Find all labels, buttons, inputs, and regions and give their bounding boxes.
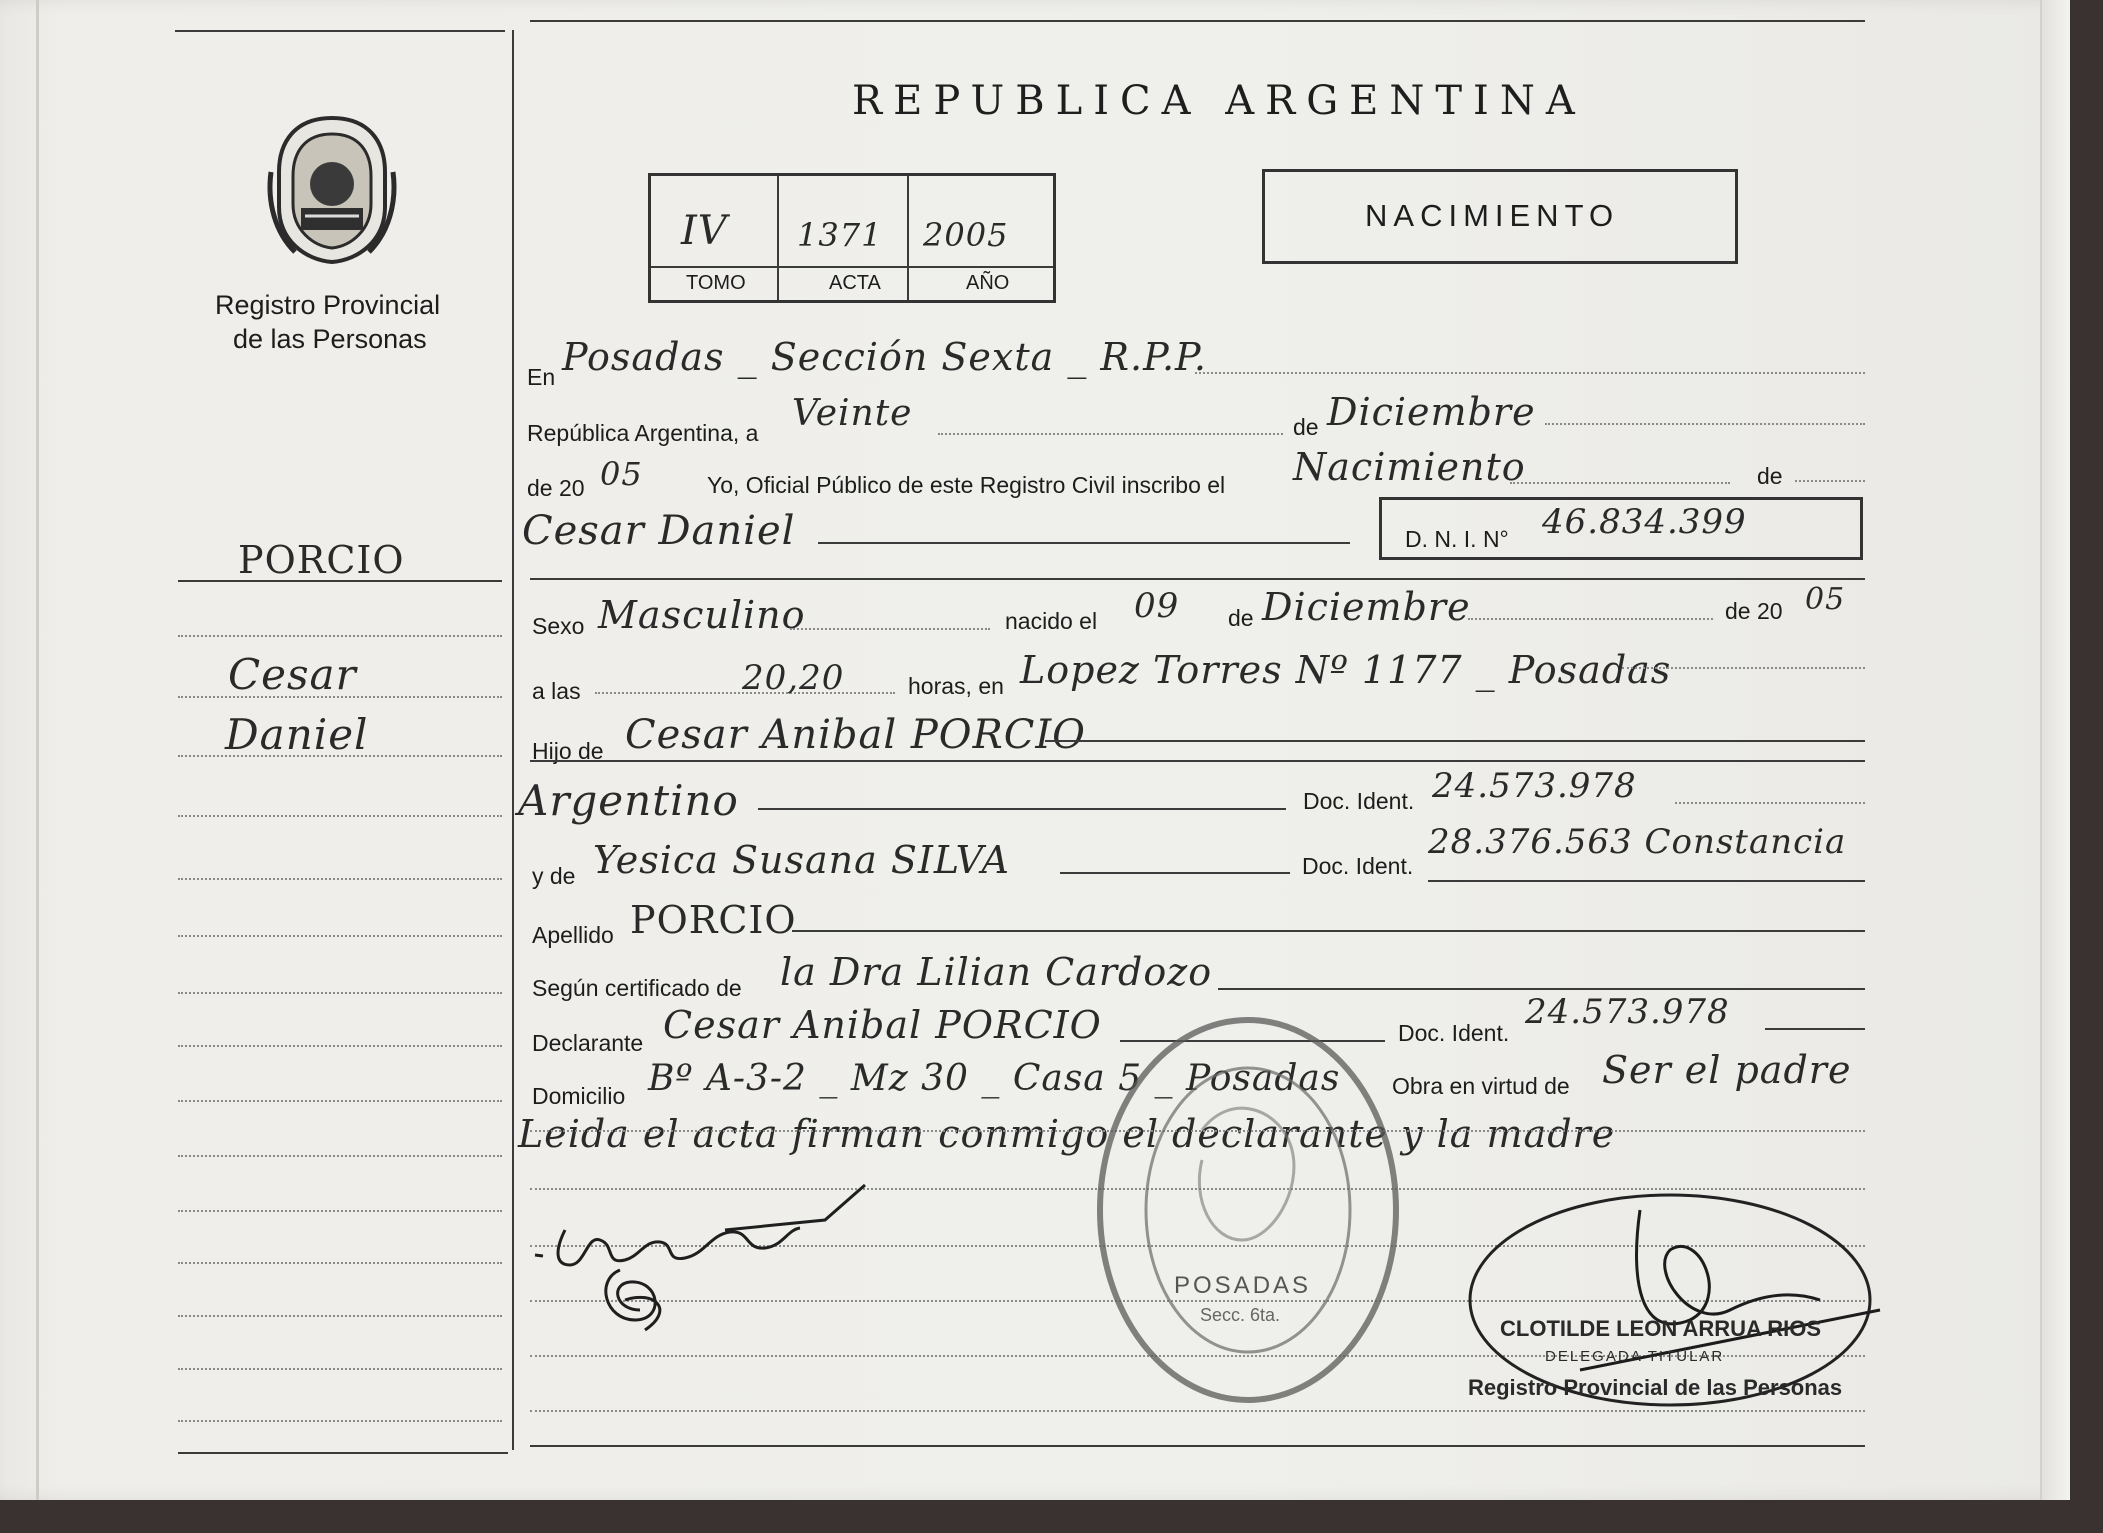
tomo-label: TOMO [686, 272, 746, 294]
label-en: En [527, 364, 556, 390]
line-doc-declarante [1765, 1028, 1865, 1030]
field-doc-madre: 28.376.563 Constancia [1428, 822, 1847, 862]
line-de [1795, 480, 1865, 482]
label-apellido: Apellido [532, 922, 614, 948]
margin-surname: PORCIO [238, 538, 405, 582]
dni-box [1379, 497, 1863, 560]
rule-after-padre [530, 760, 1865, 762]
table-label-rule [651, 266, 1053, 268]
field-domicilio: Bº A-3-2 _ Mz 30 _ Casa 5 _ Posadas [648, 1058, 1341, 1099]
official-role: DELEGADA TITULAR [1545, 1348, 1725, 1365]
registry-name-line1: Registro Provincial [215, 290, 441, 320]
margin-given-name-2: Daniel [225, 710, 369, 759]
margin-line-d [178, 815, 502, 817]
margin-rule-bottom [178, 1452, 508, 1454]
line-padre [1045, 740, 1865, 742]
margin-line-m [178, 1315, 502, 1317]
field-doc-declarante: 24.573.978 [1525, 992, 1730, 1032]
acta-label: ACTA [829, 272, 881, 294]
margin-line-c [178, 755, 502, 757]
table-divider-2 [907, 176, 909, 300]
line-nacionalidad [758, 808, 1286, 810]
label-de-nacido-mes: de [1228, 605, 1254, 631]
margin-line-j [178, 1155, 502, 1157]
field-nacido-dia: 09 [1134, 586, 1180, 626]
label-dni: D. N. I. N° [1405, 526, 1509, 552]
field-dni: 46.834.399 [1542, 502, 1747, 542]
line-sexo [790, 628, 990, 630]
official-office: Registro Provincial de las Personas [1468, 1375, 1843, 1400]
body-rule-bottom [530, 1445, 1865, 1447]
field-nacionalidad-padre: Argentino [518, 776, 739, 825]
label-segun-certificado: Según certificado de [532, 975, 742, 1001]
anio-label: AÑO [966, 272, 1010, 294]
field-madre: Yesica Susana SILVA [593, 838, 1010, 882]
field-lugar-nacimiento: Lopez Torres Nº 1177 _ Posadas [1020, 648, 1672, 692]
margin-line-h [178, 1045, 502, 1047]
label-de-20: de 20 [527, 475, 585, 501]
margin-line-b [178, 696, 502, 698]
margin-given-name-1: Cesar [228, 650, 357, 699]
field-nacido-mes: Diciembre [1262, 585, 1471, 629]
label-declarante: Declarante [532, 1030, 644, 1056]
act-type: NACIMIENTO [1365, 198, 1620, 233]
line-lugar-nacimiento [1622, 667, 1865, 669]
label-hijo-de: Hijo de [532, 738, 604, 764]
line-lugar [1195, 372, 1865, 374]
label-doc-ident-declarante: Doc. Ident. [1398, 1020, 1510, 1046]
field-nacido-anio: 05 [1805, 582, 1846, 617]
round-stamp-icon [1092, 1010, 1404, 1410]
field-doc-padre: 24.573.978 [1432, 766, 1637, 806]
line-apellido [792, 930, 1865, 932]
table-divider-1 [777, 176, 779, 300]
declarant-signature [525, 1170, 885, 1350]
record-number-table [648, 173, 1056, 303]
margin-line-i [178, 1100, 502, 1102]
field-hora: 20,20 [742, 658, 845, 698]
tomo-value: IV [681, 208, 728, 254]
margin-line-o [178, 1420, 502, 1422]
field-lugar: Posadas _ Sección Sexta _ R.P.P. [562, 335, 1207, 379]
label-domicilio: Domicilio [532, 1083, 626, 1109]
field-declarante: Cesar Anibal PORCIO [663, 1003, 1102, 1047]
line-nacido-mes [1468, 618, 1713, 620]
rule-after-nombre [530, 578, 1865, 580]
misiones-seal-icon [265, 112, 400, 267]
label-horas-en: horas, en [908, 673, 1004, 699]
act-type-box [1262, 169, 1738, 264]
label-obra-en-virtud: Obra en virtud de [1392, 1073, 1570, 1099]
line-nombre [818, 542, 1350, 544]
line-doc-madre [1428, 880, 1865, 882]
label-y-de: y de [532, 863, 576, 889]
label-doc-ident-madre: Doc. Ident. [1302, 853, 1414, 879]
field-mes: Diciembre [1327, 390, 1536, 434]
line-dia [938, 433, 1283, 435]
acta-value: 1371 [797, 216, 883, 254]
round-stamp-sub: Secc. 6ta. [1200, 1305, 1281, 1325]
field-nombre: Cesar Daniel [522, 508, 796, 554]
field-sexo: Masculino [598, 593, 806, 637]
label-doc-ident-padre: Doc. Ident. [1303, 788, 1415, 814]
margin-line-n [178, 1368, 502, 1370]
margin-rule-1 [178, 580, 502, 582]
margin-line-k [178, 1210, 502, 1212]
label-de-mes: de [1293, 414, 1319, 440]
top-rule-left [175, 30, 505, 32]
document-title: REPUBLICA ARGENTINA [852, 78, 1586, 124]
field-padre: Cesar Anibal PORCIO [625, 712, 1086, 758]
line-certificado [1218, 988, 1865, 990]
label-de-nombre: de [1757, 463, 1783, 489]
page-right-edge [2040, 0, 2070, 1500]
margin-line-g [178, 992, 502, 994]
label-yo-oficial: Yo, Oficial Público de este Registro Civil inscribo el [707, 472, 1226, 498]
province-seal [265, 112, 400, 267]
official-name: CLOTILDE LEON ARRUA RIOS [1500, 1316, 1822, 1341]
field-apellido: PORCIO [630, 898, 797, 942]
field-leida: Leida el acta firman conmigo el declarante y la madre [518, 1112, 1616, 1156]
anio-value: 2005 [923, 216, 1009, 254]
line-inscripcion [1510, 482, 1730, 484]
margin-line-e [178, 878, 502, 880]
label-nacido-el: nacido el [1005, 608, 1098, 634]
line-madre [1060, 872, 1290, 874]
field-dia: Veinte [792, 393, 913, 434]
column-divider [512, 30, 514, 1450]
registry-name-line2: de las Personas [233, 324, 427, 354]
field-anio-suffix: 05 [600, 455, 643, 493]
margin-line-a [178, 635, 502, 637]
field-obra-en-virtud: Ser el padre [1602, 1048, 1852, 1092]
label-de-20-nacido: de 20 [1725, 598, 1783, 624]
round-stamp-center: POSADAS [1174, 1272, 1312, 1299]
margin-line-f [178, 935, 502, 937]
field-certificado: la Dra Lilian Cardozo [780, 950, 1213, 994]
margin-line-l [178, 1262, 502, 1264]
field-inscripcion: Nacimiento [1293, 445, 1526, 489]
label-a-las: a las [532, 678, 581, 704]
label-sexo: Sexo [532, 613, 585, 639]
top-rule-right [530, 20, 1865, 22]
line-mes [1545, 423, 1865, 425]
label-republica-a: República Argentina, a [527, 420, 759, 446]
binder-edge [36, 0, 39, 1500]
line-doc-padre [1675, 802, 1865, 804]
round-official-stamp [1092, 1010, 1404, 1410]
